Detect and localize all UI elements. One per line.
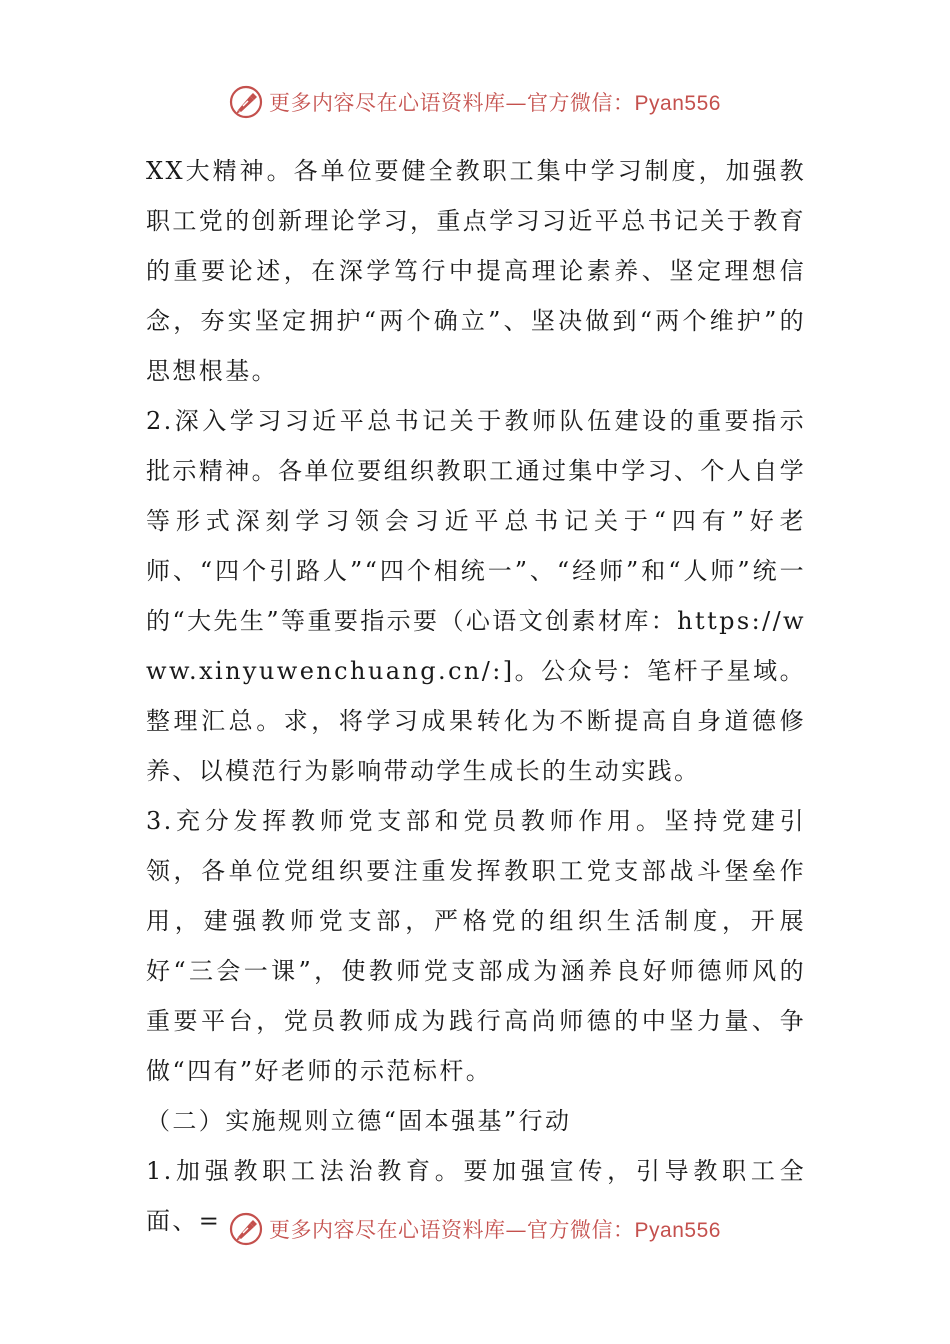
document-body [146,146,806,1246]
paragraph-2: 2.深入学习习近平总书记关于教师队伍建设的重要指示批示精神。各单位要组织教职工通过集中学习、个人自学等形式深刻学习领会习近平总书记关于“四有”好老师、“四个引路人”“四个相统一”、“经师”和“人师”统一的“大先生”等重要指示要（心语文创素材库：https://www.xinyuwenchuang.cn/:]。公众号：笔杆子星域。整理汇总。求，将学习成果转化为不断提高自身道德修养、以模范行为影响带动学生成长的生动实践。 [146,407,806,785]
pen-nib-logo-icon [229,1212,263,1246]
banner-text: 更多内容尽在心语资料库—官方微信：Pyan556 [269,91,721,115]
header-watermark-banner [0,82,950,122]
footer-watermark-banner [0,1209,950,1249]
section-heading: （二）实施规则立德“固本强基”行动 [146,1107,572,1135]
banner-text: 更多内容尽在心语资料库—官方微信：Pyan556 [269,1218,721,1242]
wechat-handle: Pyan556 [634,1219,721,1242]
paragraph-4: 1.加强教职工法治教育。要加强宣传，引导教职工全面、= [146,1157,806,1235]
wechat-handle: Pyan556 [634,92,721,115]
paragraph-1: XX大精神。各单位要健全教职工集中学习制度，加强教职工党的创新理论学习，重点学习习近平总书记关于教育的重要论述，在深学笃行中提高理论素养、坚定理想信念，夯实坚定拥护“两个确立”、坚决做到“两个维护”的思想根基。 [146,157,806,385]
paragraph-3: 3.充分发挥教师党支部和党员教师作用。坚持党建引领，各单位党组织要注重发挥教职工党支部战斗堡垒作用，建强教师党支部，严格党的组织生活制度，开展好“三会一课”，使教师党支部成为涵养良好师德师风的重要平台，党员教师成为践行高尚师德的中坚力量、争做“四有”好老师的示范标杆。 [146,807,806,1085]
pen-nib-logo-icon [229,85,263,119]
